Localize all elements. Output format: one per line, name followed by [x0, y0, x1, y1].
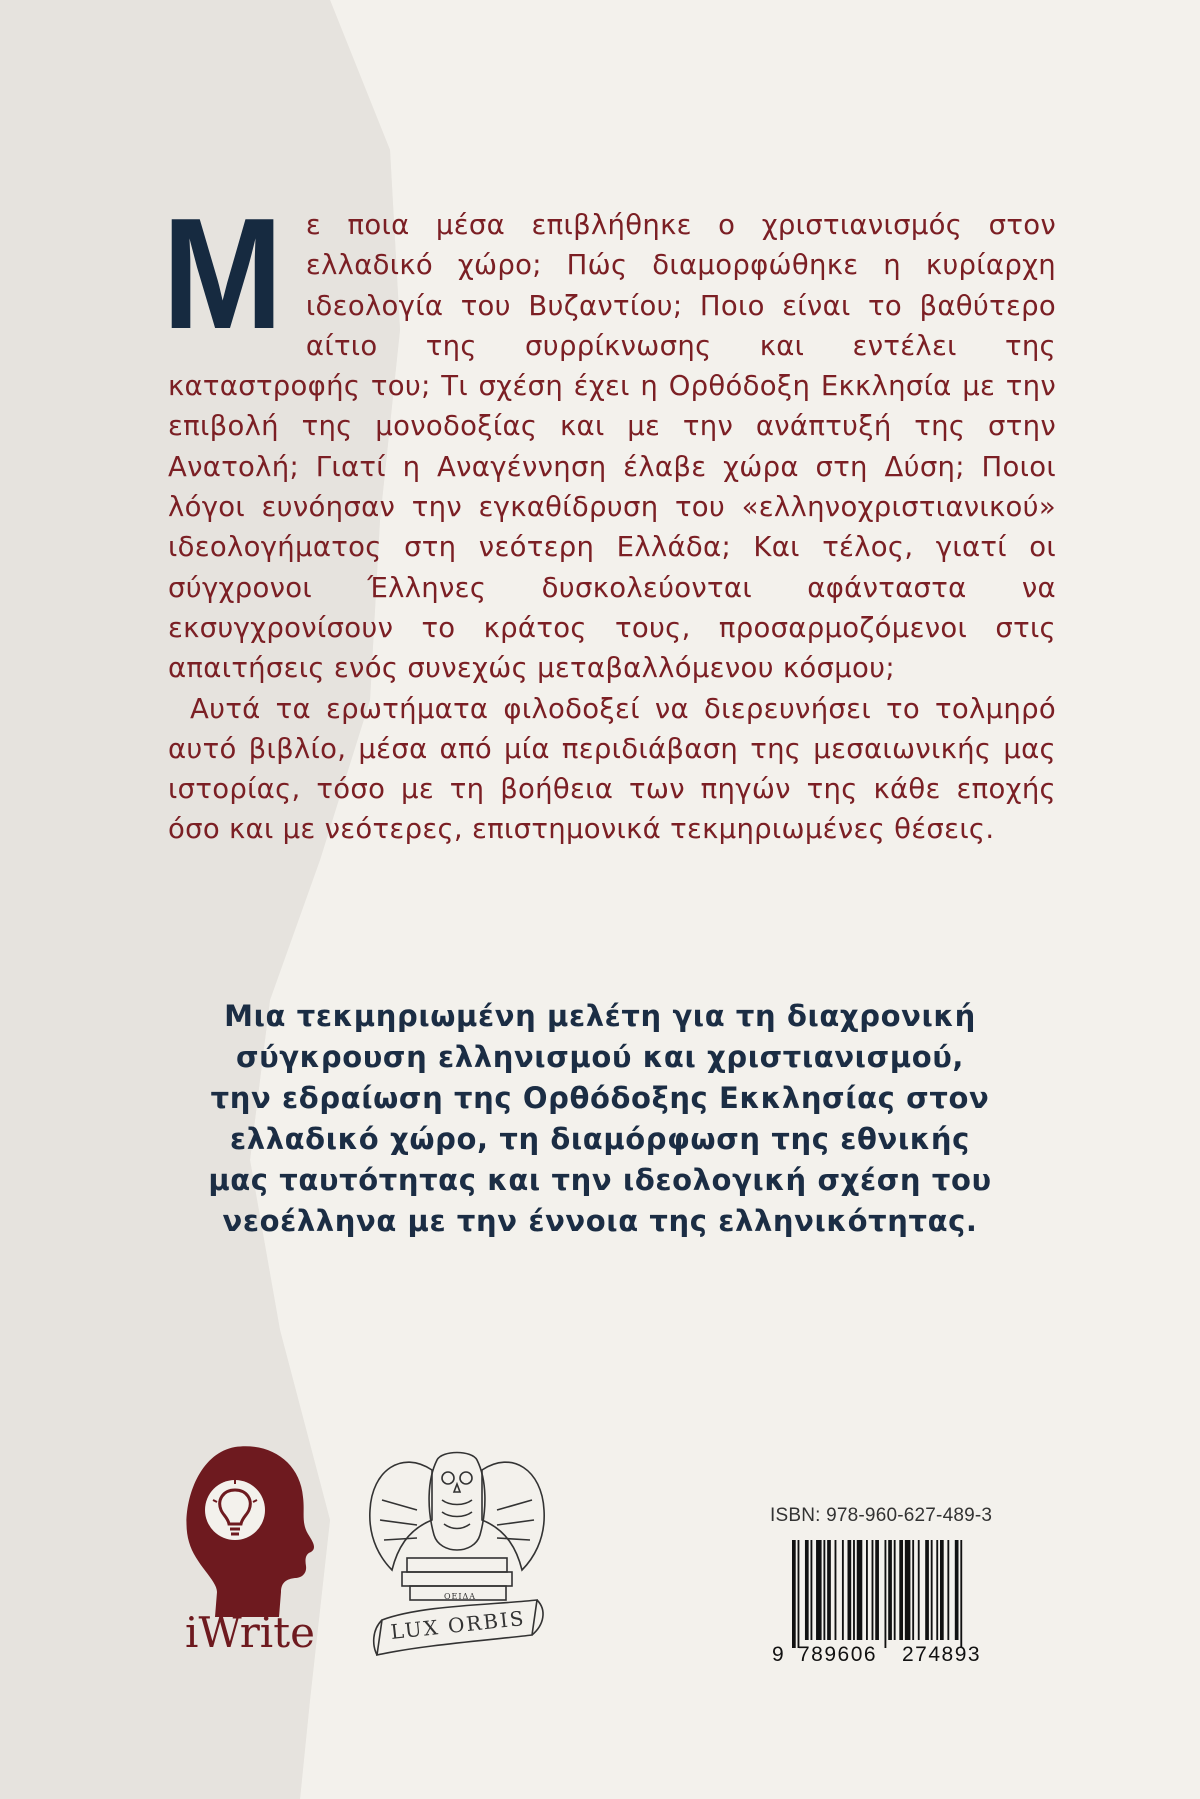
barcode-bar — [842, 1540, 844, 1640]
barcode-bar — [798, 1540, 800, 1648]
barcode-bar — [940, 1540, 944, 1640]
barcode-bar — [905, 1540, 911, 1640]
summary-line: ελλαδικό χώρο, τη διαμόρφωση της εθνικής — [230, 1122, 970, 1156]
barcode-bar — [875, 1540, 879, 1640]
blurb-paragraph-2: Αυτά τα ερωτήματα φιλοδοξεί να διερευνήσει το τολμηρό αυτό βιβλίο, μέσα από μία περιδιάβαση της μεσαιωνικής μας ιστορίας, τόσο με τη βοήθεια των πηγών της κάθε εποχής όσο και με νεότερες, επιστημονικά τεκμηριωμένες θέσεις. — [168, 692, 1056, 846]
barcode-bar — [857, 1540, 863, 1640]
barcode-bar — [894, 1540, 896, 1640]
isbn-label: ISBN: 978-960-627-489-3 — [770, 1505, 993, 1526]
barcode-bar — [936, 1540, 938, 1640]
barcode-bar — [925, 1540, 929, 1640]
blurb-paragraph-1-text: ε ποια μέσα επιβλήθηκε ο χριστιανισμός στον ελλαδικό χώρο; Πώς διαμορφώθηκε η κυρίαρχη ιδεολογία του Βυζαντίου; Ποιο είναι το βαθύτερο αίτιο της συρρίκνωσης και εντέλει της καταστροφής του; Τι σχέση έχει η Ορθόδοξη Εκκλησία με την επιβολή της μονοδοξίας και με την ανάπτυξή της στην Ανατολή; Γιατί η Αναγέννηση έλαβε χώρα στη Δύση; Ποιοι λόγοι ευνόησαν την εγκαθίδρυση του «ελληνοχριστιανικού» ιδεολογήματος στη νεότερη Ελλάδα; Και τέλος, γιατί οι σύγχρονοι Έλληνες δυσκολεύονται αφάνταστα να εκσυγχρονίσουν το κράτος τους, προσαρμοζόμενοι στις απαιτήσεις ενός συνεχώς μεταβαλλόμενου κόσμου; — [168, 209, 1056, 685]
barcode-bar — [811, 1540, 813, 1640]
barcode-digit-group-1: 789606 — [798, 1643, 878, 1666]
drop-cap: Μ — [162, 186, 284, 362]
barcode-bar — [835, 1540, 837, 1640]
imprint-name: LUX ORBIS — [389, 1605, 527, 1645]
barcode — [770, 1540, 1016, 1650]
barcode-bar — [955, 1540, 959, 1640]
summary-line: Μια τεκμηριωμένη μελέτη για τη διαχρονική — [224, 999, 976, 1033]
imprint-small-text: OEIΔA — [443, 1592, 477, 1601]
barcode-bar — [947, 1540, 949, 1640]
barcode-bar — [872, 1540, 874, 1640]
barcode-bar — [885, 1540, 887, 1648]
barcode-bar — [899, 1540, 903, 1640]
barcode-bar — [960, 1540, 962, 1648]
barcode-bar — [866, 1540, 868, 1640]
back-cover-blurb — [162, 186, 1056, 850]
barcode-bar — [816, 1540, 822, 1640]
summary-line: σύγκρουση ελληνισμού και χριστιανισμού, — [235, 1040, 965, 1074]
barcode-digit-first: 9 — [772, 1643, 784, 1666]
barcode-bar — [805, 1540, 809, 1640]
publisher-name: iWrite — [185, 1608, 315, 1657]
summary-statement — [150, 996, 1050, 1242]
summary-line: μας ταυτότητας και την ιδεολογική σχέση του — [208, 1163, 992, 1197]
barcode-bar — [918, 1540, 920, 1640]
barcode-digit-group-2: 274893 — [902, 1643, 982, 1666]
barcode-bar — [848, 1540, 852, 1640]
summary-line: νεοέλληνα με την έννοια της ελληνικότητας. — [222, 1204, 978, 1238]
barcode-bar — [827, 1540, 831, 1640]
barcode-bar — [931, 1540, 933, 1640]
barcode-bar — [823, 1540, 825, 1640]
blurb-paragraph-1 — [162, 186, 1056, 689]
barcode-bar — [853, 1540, 855, 1640]
barcode-bar — [792, 1540, 796, 1648]
barcode-bar — [912, 1540, 914, 1640]
summary-line: την εδραίωση της Ορθόδοξης Εκκλησίας στον — [210, 1081, 990, 1115]
barcode-bar — [888, 1540, 892, 1640]
